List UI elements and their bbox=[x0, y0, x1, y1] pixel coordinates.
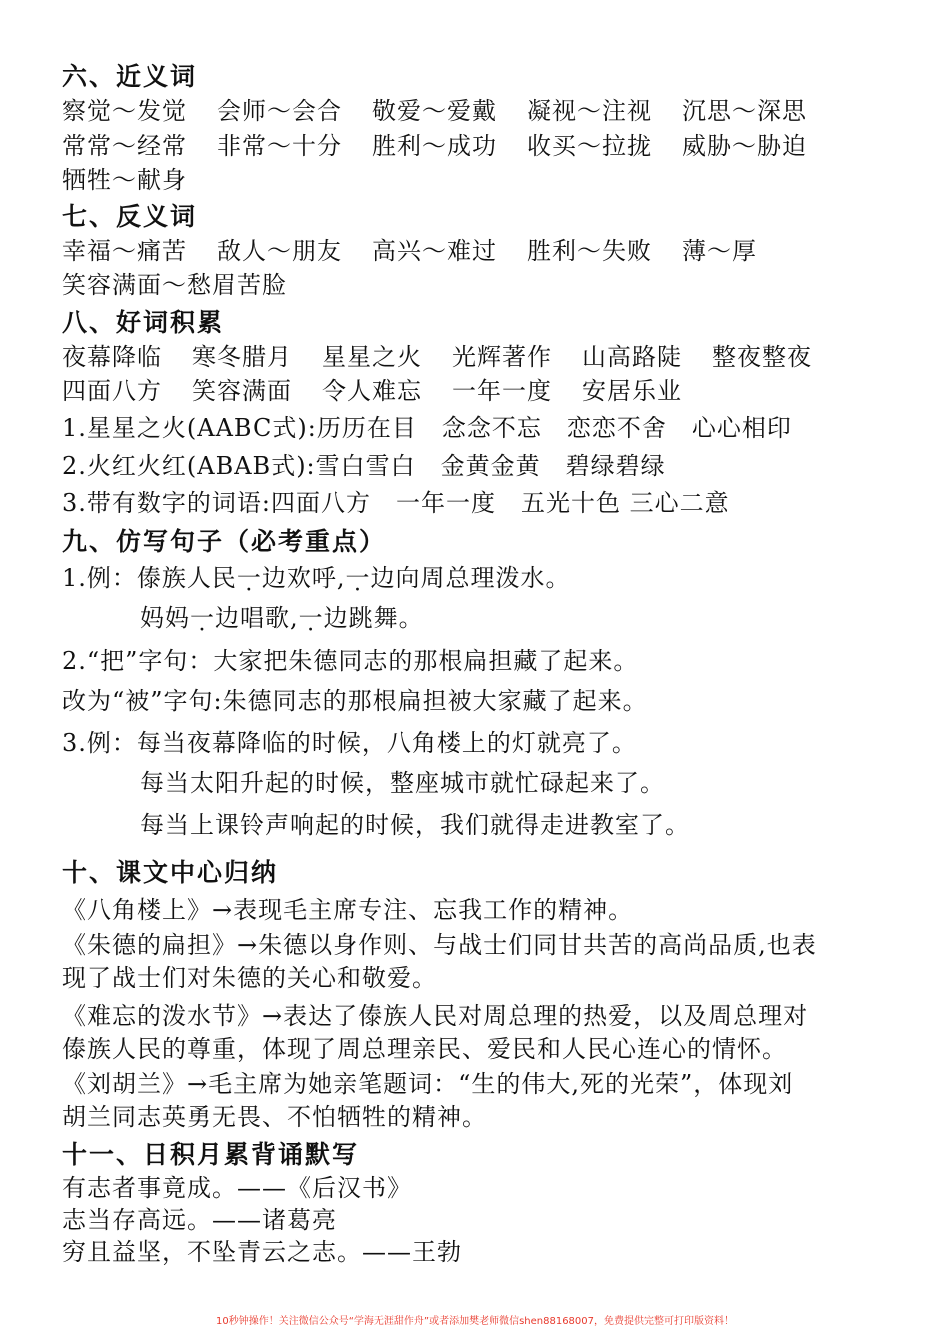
word-item: 安居乐业 bbox=[582, 377, 682, 405]
synonym-pair: 察觉～发觉 bbox=[62, 97, 187, 125]
example-3-answer-2: 每当上课铃声响起的时候，我们就得走进教室了。 bbox=[140, 811, 690, 839]
word-item: 夜幕降临 bbox=[62, 343, 162, 371]
synonym-pair: 敬爱～爱戴 bbox=[372, 97, 497, 125]
section-9-title: 九、仿写句子（必考重点） bbox=[62, 527, 387, 556]
word-item: 寒冬腊月 bbox=[192, 343, 292, 371]
synonym-row-3 bbox=[62, 165, 217, 195]
example-3-sentence: 3.例：每当夜幕降临的时候，八角楼上的灯就亮了。 bbox=[62, 729, 637, 757]
word-item: 山高路陡 bbox=[582, 343, 682, 371]
text-part: 边 bbox=[370, 564, 396, 592]
good-words-row-2 bbox=[62, 376, 712, 406]
section-6-title: 六、近义词 bbox=[62, 62, 198, 91]
synonym-pair: 凝视～注视 bbox=[527, 97, 652, 125]
word-item: 令人难忘 bbox=[322, 377, 422, 405]
synonym-pair: 收买～拉拢 bbox=[527, 132, 652, 160]
text-part: 1.例：傣族人民 bbox=[62, 564, 237, 592]
text-part: 唱歌, bbox=[240, 604, 299, 632]
quote-line: 志当存高远。——诸葛亮 bbox=[62, 1206, 337, 1234]
synonym-pair: 胜利～成功 bbox=[372, 132, 497, 160]
example-2-answer: 改为“被”字句:朱德同志的那根扁担被大家藏了起来。 bbox=[62, 687, 648, 715]
synonym-pair: 非常～十分 bbox=[217, 132, 342, 160]
synonym-pair: 牺牲～献身 bbox=[62, 166, 187, 194]
antonym-pair: 薄～厚 bbox=[682, 237, 757, 265]
example-3-answer-1: 每当太阳升起的时候，整座城市就忙碌起来了。 bbox=[140, 769, 665, 797]
synonym-pair: 威胁～胁迫 bbox=[682, 132, 807, 160]
summary-line: 傣族人民的尊重，体现了周总理亲民、爱民和人民心连心的情怀。 bbox=[62, 1035, 787, 1063]
text-part: 妈妈 bbox=[140, 604, 190, 632]
section-8-title: 八、好词积累 bbox=[62, 308, 225, 337]
word-pattern-aabc: 1.星星之火(AABC式):历历在目 念念不忘 恋恋不舍 心心相印 bbox=[62, 414, 792, 442]
word-pattern-numbers: 3.带有数字的词语:四面八方 一年一度 五光十色 三心二意 bbox=[62, 489, 730, 517]
summary-line: 《朱德的扁担》→朱德以身作则、与战士们同甘共苦的高尚品质,也表 bbox=[62, 931, 817, 959]
example-1-sentence bbox=[62, 563, 571, 593]
antonym-pair: 敌人～朋友 bbox=[217, 237, 342, 265]
word-pattern-abab: 2.火红火红(ABAB式):雪白雪白 金黄金黄 碧绿碧绿 bbox=[62, 452, 666, 480]
emphasis-char: 一 bbox=[190, 604, 215, 632]
antonym-row-1 bbox=[62, 236, 837, 266]
antonym-row-2: 笑容满面～愁眉苦脸 bbox=[62, 271, 287, 299]
summary-line: 《八角楼上》→表现毛主席专注、忘我工作的精神。 bbox=[62, 896, 634, 924]
synonym-pair: 常常～经常 bbox=[62, 132, 187, 160]
text-part: 向周总理泼水。 bbox=[395, 564, 571, 592]
word-item: 笑容满面 bbox=[192, 377, 292, 405]
text-part: 边 bbox=[215, 604, 240, 632]
emphasis-char: 一 bbox=[345, 564, 371, 592]
word-item: 星星之火 bbox=[322, 343, 422, 371]
section-7-title: 七、反义词 bbox=[62, 202, 198, 231]
text-part: 跳舞。 bbox=[348, 604, 424, 632]
good-words-row-1 bbox=[62, 342, 842, 372]
quote-line: 有志者事竟成。——《后汉书》 bbox=[62, 1174, 412, 1202]
summary-line: 现了战士们对朱德的关心和敬爱。 bbox=[62, 964, 437, 992]
synonym-row-2 bbox=[62, 131, 837, 161]
summary-line: 胡兰同志英勇无畏、不怕牺牲的精神。 bbox=[62, 1103, 487, 1131]
text-part: 欢呼, bbox=[286, 564, 346, 592]
summary-line: 《刘胡兰》→毛主席为她亲笔题词：“生的伟大,死的光荣”，体现刘 bbox=[62, 1070, 794, 1098]
antonym-pair: 高兴～难过 bbox=[372, 237, 497, 265]
example-2-sentence: 2.“把”字句：大家把朱德同志的那根扁担藏了起来。 bbox=[62, 647, 639, 675]
quote-line: 穷且益坚，不坠青云之志。——王勃 bbox=[62, 1238, 462, 1266]
text-part: 边 bbox=[323, 604, 349, 632]
antonym-pair: 胜利～失败 bbox=[527, 237, 652, 265]
text-part: 边 bbox=[261, 564, 287, 592]
synonym-pair: 沉思～深思 bbox=[682, 97, 807, 125]
word-item: 光辉著作 bbox=[452, 343, 552, 371]
emphasis-char: 一 bbox=[236, 564, 262, 592]
word-item: 整夜整夜 bbox=[712, 343, 812, 371]
section-11-title: 十一、日积月累背诵默写 bbox=[62, 1140, 360, 1169]
summary-line: 《难忘的泼水节》→表达了傣族人民对周总理的热爱，以及周总理对 bbox=[62, 1002, 809, 1030]
section-10-title: 十、课文中心归纳 bbox=[62, 858, 279, 887]
example-1-answer bbox=[140, 603, 424, 633]
antonym-pair: 幸福～痛苦 bbox=[62, 237, 187, 265]
promo-footer: 10秒钟操作！关注微信公众号“学海无涯甜作舟”或者添加樊老师微信shen88168007，免费提供完整可打印版资料！ bbox=[215, 1316, 735, 1327]
word-item: 一年一度 bbox=[452, 377, 552, 405]
synonym-row-1 bbox=[62, 96, 837, 126]
word-item: 四面八方 bbox=[62, 377, 162, 405]
synonym-pair: 会师～会合 bbox=[217, 97, 342, 125]
emphasis-char: 一 bbox=[298, 604, 324, 632]
